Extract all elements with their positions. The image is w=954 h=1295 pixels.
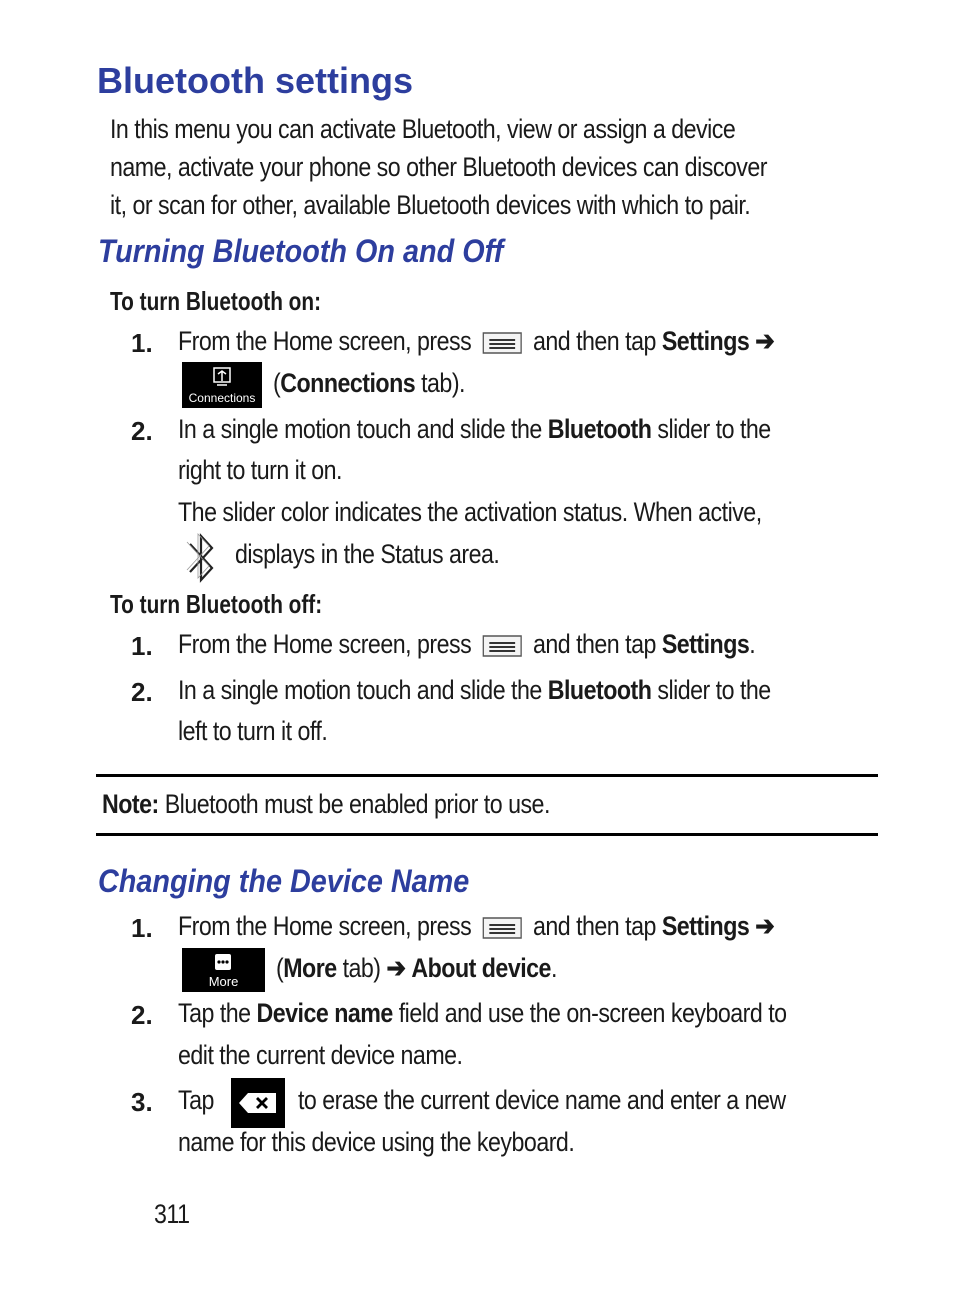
intro-line-2: name, activate your phone so other Bluetooth devices can discover	[110, 152, 768, 182]
off-step-1-line-1: From the Home screen, press and then tap Settings.	[178, 629, 756, 659]
on-step-2-line-1: In a single motion touch and slide the Bluetooth slider to the	[178, 414, 771, 444]
intro-line-3: it, or scan for other, available Bluetooth devices with which to pair.	[110, 190, 751, 220]
page-number: 311	[154, 1199, 190, 1229]
note-text: Bluetooth must be enabled prior to use.	[164, 789, 550, 819]
section-heading-device-name: Changing the Device Name	[98, 863, 470, 899]
step-number: 2.	[131, 1000, 153, 1030]
step-number: 1.	[131, 328, 153, 358]
delete-icon	[238, 1092, 278, 1114]
more-tab-icon: More	[182, 948, 265, 992]
on-step-2-line-3: The slider color indicates the activation status. When active,	[178, 497, 762, 527]
step-number: 1.	[131, 631, 153, 661]
turn-on-label: To turn Bluetooth on:	[110, 286, 322, 316]
device-step-1-line-1: From the Home screen, press and then tap Settings ➔	[178, 911, 775, 941]
device-step-3-line-1: to erase the current device name and enter a new	[298, 1085, 786, 1115]
device-step-3-tap: Tap	[178, 1085, 214, 1115]
off-step-2-line-2: left to turn it off.	[178, 716, 328, 746]
step-number: 3.	[131, 1087, 153, 1117]
step-number: 2.	[131, 416, 153, 446]
on-step-2-line-2: right to turn it on.	[178, 455, 342, 485]
intro-line-1: In this menu you can activate Bluetooth, view or assign a device	[110, 114, 736, 144]
connections-icon	[211, 366, 233, 388]
bluetooth-icon	[184, 530, 220, 586]
on-step-2-line-4: displays in the Status area.	[235, 539, 500, 569]
step-number: 2.	[131, 677, 153, 707]
on-step-1-line-2: (Connections tab).	[273, 368, 465, 398]
connections-tab-icon: Connections	[182, 362, 262, 408]
menu-key-icon	[482, 917, 522, 939]
on-step-1-line-1: From the Home screen, press and then tap Settings ➔	[178, 326, 775, 356]
page-title: Bluetooth settings	[97, 60, 413, 101]
note-label: Note:	[102, 789, 159, 819]
off-step-2-line-1: In a single motion touch and slide the Bluetooth slider to the	[178, 675, 771, 705]
note	[102, 789, 623, 820]
section-heading-turning-on-off: Turning Bluetooth On and Off	[98, 233, 504, 269]
note-bottom-rule	[96, 833, 878, 836]
turn-off-label: To turn Bluetooth off:	[110, 589, 323, 619]
device-step-2-line-2: edit the current device name.	[178, 1040, 463, 1070]
backspace-key-icon	[231, 1078, 285, 1128]
note-top-rule	[96, 774, 878, 777]
step-number: 1.	[131, 913, 153, 943]
more-dots-icon	[214, 953, 232, 971]
device-step-3-line-2: name for this device using the keyboard.	[178, 1127, 575, 1157]
menu-key-icon	[482, 332, 522, 354]
menu-key-icon	[482, 635, 522, 657]
device-step-1-line-2: (More tab) ➔ About device.	[276, 953, 557, 983]
device-step-2-line-1: Tap the Device name field and use the on-screen keyboard to	[178, 998, 787, 1028]
